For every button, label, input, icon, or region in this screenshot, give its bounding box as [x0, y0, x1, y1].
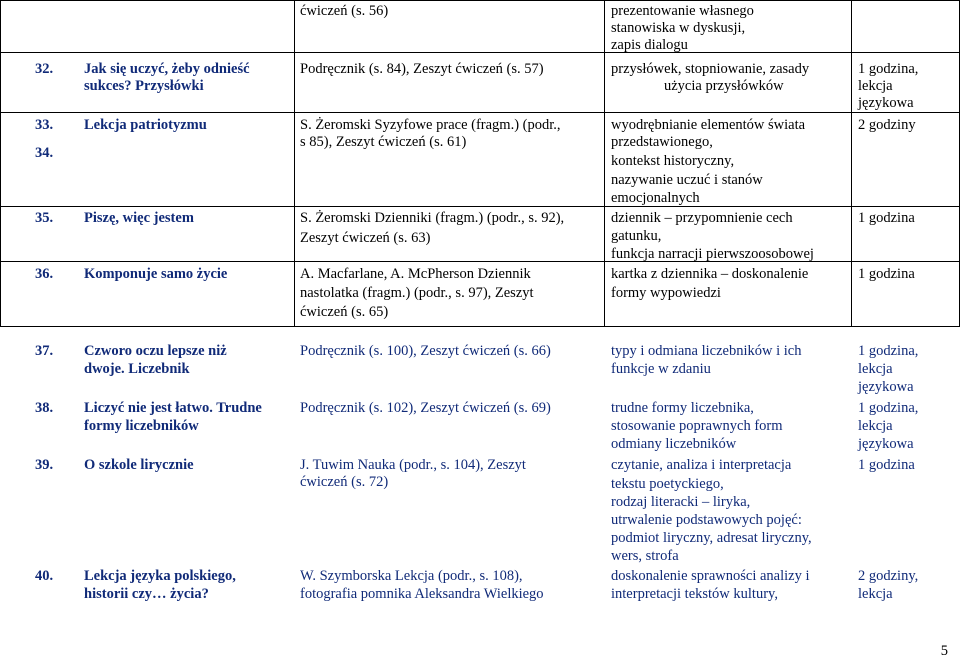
content-line: gatunku, — [611, 228, 662, 244]
content-line: tekstu poetyckiego, — [611, 476, 724, 492]
content-line: odmiany liczebników — [611, 436, 737, 452]
table-rule — [851, 0, 852, 326]
content-line: stosowanie poprawnych form — [611, 418, 783, 434]
content-line: prezentowanie własnego — [611, 3, 754, 19]
source-line: fotografia pomnika Aleksandra Wielkiego — [300, 586, 544, 602]
content-line: wyodrębnianie elementów świata — [611, 117, 806, 133]
content-line: użycia przysłówków — [664, 78, 784, 94]
hours-line: językowa — [858, 379, 914, 395]
hours-line: lekcja — [858, 418, 893, 434]
lesson-number: 39. — [35, 457, 54, 473]
source-line: s 85), Zeszyt ćwiczeń (s. 61) — [300, 134, 467, 150]
content-line: zapis dialogu — [611, 37, 688, 53]
content-line: kartka z dziennika – doskonalenie — [611, 266, 809, 282]
content-line: stanowiska w dyskusji, — [611, 20, 746, 36]
content-line: interpretacji tekstów kultury, — [611, 586, 778, 602]
lesson-number: 37. — [35, 343, 54, 359]
table-rule — [294, 0, 295, 326]
lesson-title: Jak się uczyć, żeby odnieść — [84, 61, 250, 77]
source-line: A. Macfarlane, A. McPherson Dziennik — [300, 266, 531, 282]
table-rule — [0, 0, 960, 1]
lesson-title: formy liczebników — [84, 418, 199, 434]
page-number: 5 — [940, 643, 948, 659]
source-line: nastolatka (fragm.) (podr., s. 97), Zeszyt — [300, 285, 534, 301]
content-line: doskonalenie sprawności analizy i — [611, 568, 810, 584]
source-line: Podręcznik (s. 102), Zeszyt ćwiczeń (s. 69) — [300, 400, 551, 416]
hours-line: 1 godzina — [858, 210, 915, 226]
lesson-number: 32. — [35, 61, 54, 77]
lesson-title: Lekcja patriotyzmu — [84, 117, 207, 133]
source-line: S. Żeromski Syzyfowe prace (fragm.) (podr., — [300, 117, 561, 133]
source-line: ćwiczeń (s. 56) — [300, 3, 389, 19]
lesson-title: Piszę, więc jestem — [84, 210, 194, 226]
table-rule — [0, 206, 960, 207]
source-line: J. Tuwim Nauka (podr., s. 104), Zeszyt — [300, 457, 526, 473]
lesson-title: Liczyć nie jest łatwo. Trudne — [84, 400, 262, 416]
lesson-number: 33. — [35, 117, 54, 133]
hours-line: językowa — [858, 95, 914, 111]
hours-line: 1 godzina, — [858, 400, 919, 416]
lesson-title: Lekcja języka polskiego, — [84, 568, 236, 584]
hours-line: 1 godzina — [858, 266, 915, 282]
content-line: emocjonalnych — [611, 190, 700, 206]
source-line: Podręcznik (s. 100), Zeszyt ćwiczeń (s. 66) — [300, 343, 551, 359]
source-line: ćwiczeń (s. 65) — [300, 304, 389, 320]
content-line: czytanie, analiza i interpretacja — [611, 457, 792, 473]
content-line: funkcja narracji pierwszoosobowej — [611, 246, 814, 262]
table-rule — [604, 0, 605, 326]
hours-line: językowa — [858, 436, 914, 452]
lesson-title: historii czy… życia? — [84, 586, 209, 602]
content-line: przedstawionego, — [611, 134, 713, 150]
table-rule — [0, 261, 960, 262]
content-line: kontekst historyczny, — [611, 153, 735, 169]
source-line: Zeszyt ćwiczeń (s. 63) — [300, 230, 431, 246]
hours-line: lekcja — [858, 586, 893, 602]
content-line: rodzaj literacki – liryka, — [611, 494, 751, 510]
lesson-number: 35. — [35, 210, 54, 226]
table-rule — [0, 52, 960, 53]
table-rule — [0, 0, 1, 326]
content-line: przysłówek, stopniowanie, zasady — [611, 61, 810, 77]
hours-line: 1 godzina — [858, 457, 915, 473]
content-line: trudne formy liczebnika, — [611, 400, 754, 416]
lesson-title: Czworo oczu lepsze niż — [84, 343, 227, 359]
lesson-title: O szkole lirycznie — [84, 457, 194, 473]
lesson-number: 40. — [35, 568, 54, 584]
hours-line: lekcja — [858, 361, 893, 377]
hours-line: 1 godzina, — [858, 343, 919, 359]
content-line: utrwalenie podstawowych pojęć: — [611, 512, 802, 528]
lesson-title: dwoje. Liczebnik — [84, 361, 190, 377]
content-line: podmiot liryczny, adresat liryczny, — [611, 530, 812, 546]
content-line: formy wypowiedzi — [611, 285, 721, 301]
table-rule — [0, 112, 960, 113]
hours-line: 2 godziny, — [858, 568, 919, 584]
table-rule — [0, 326, 960, 327]
content-line: nazywanie uczuć i stanów — [611, 172, 763, 188]
content-line: funkcje w zdaniu — [611, 361, 711, 377]
source-line: W. Szymborska Lekcja (podr., s. 108), — [300, 568, 523, 584]
hours-line: 2 godziny — [858, 117, 916, 133]
lesson-title: sukces? Przysłówki — [84, 78, 204, 94]
source-line: ćwiczeń (s. 72) — [300, 474, 389, 490]
content-line: typy i odmiana liczebników i ich — [611, 343, 802, 359]
content-line: wers, strofa — [611, 548, 679, 564]
hours-line: lekcja — [858, 78, 893, 94]
lesson-number: 34. — [35, 145, 54, 161]
lesson-number: 38. — [35, 400, 54, 416]
source-line: Podręcznik (s. 84), Zeszyt ćwiczeń (s. 57) — [300, 61, 544, 77]
lesson-number: 36. — [35, 266, 54, 282]
source-line: S. Żeromski Dzienniki (fragm.) (podr., s. 92), — [300, 210, 565, 226]
lesson-title: Komponuje samo życie — [84, 266, 228, 282]
hours-line: 1 godzina, — [858, 61, 919, 77]
content-line: dziennik – przypomnienie cech — [611, 210, 793, 226]
